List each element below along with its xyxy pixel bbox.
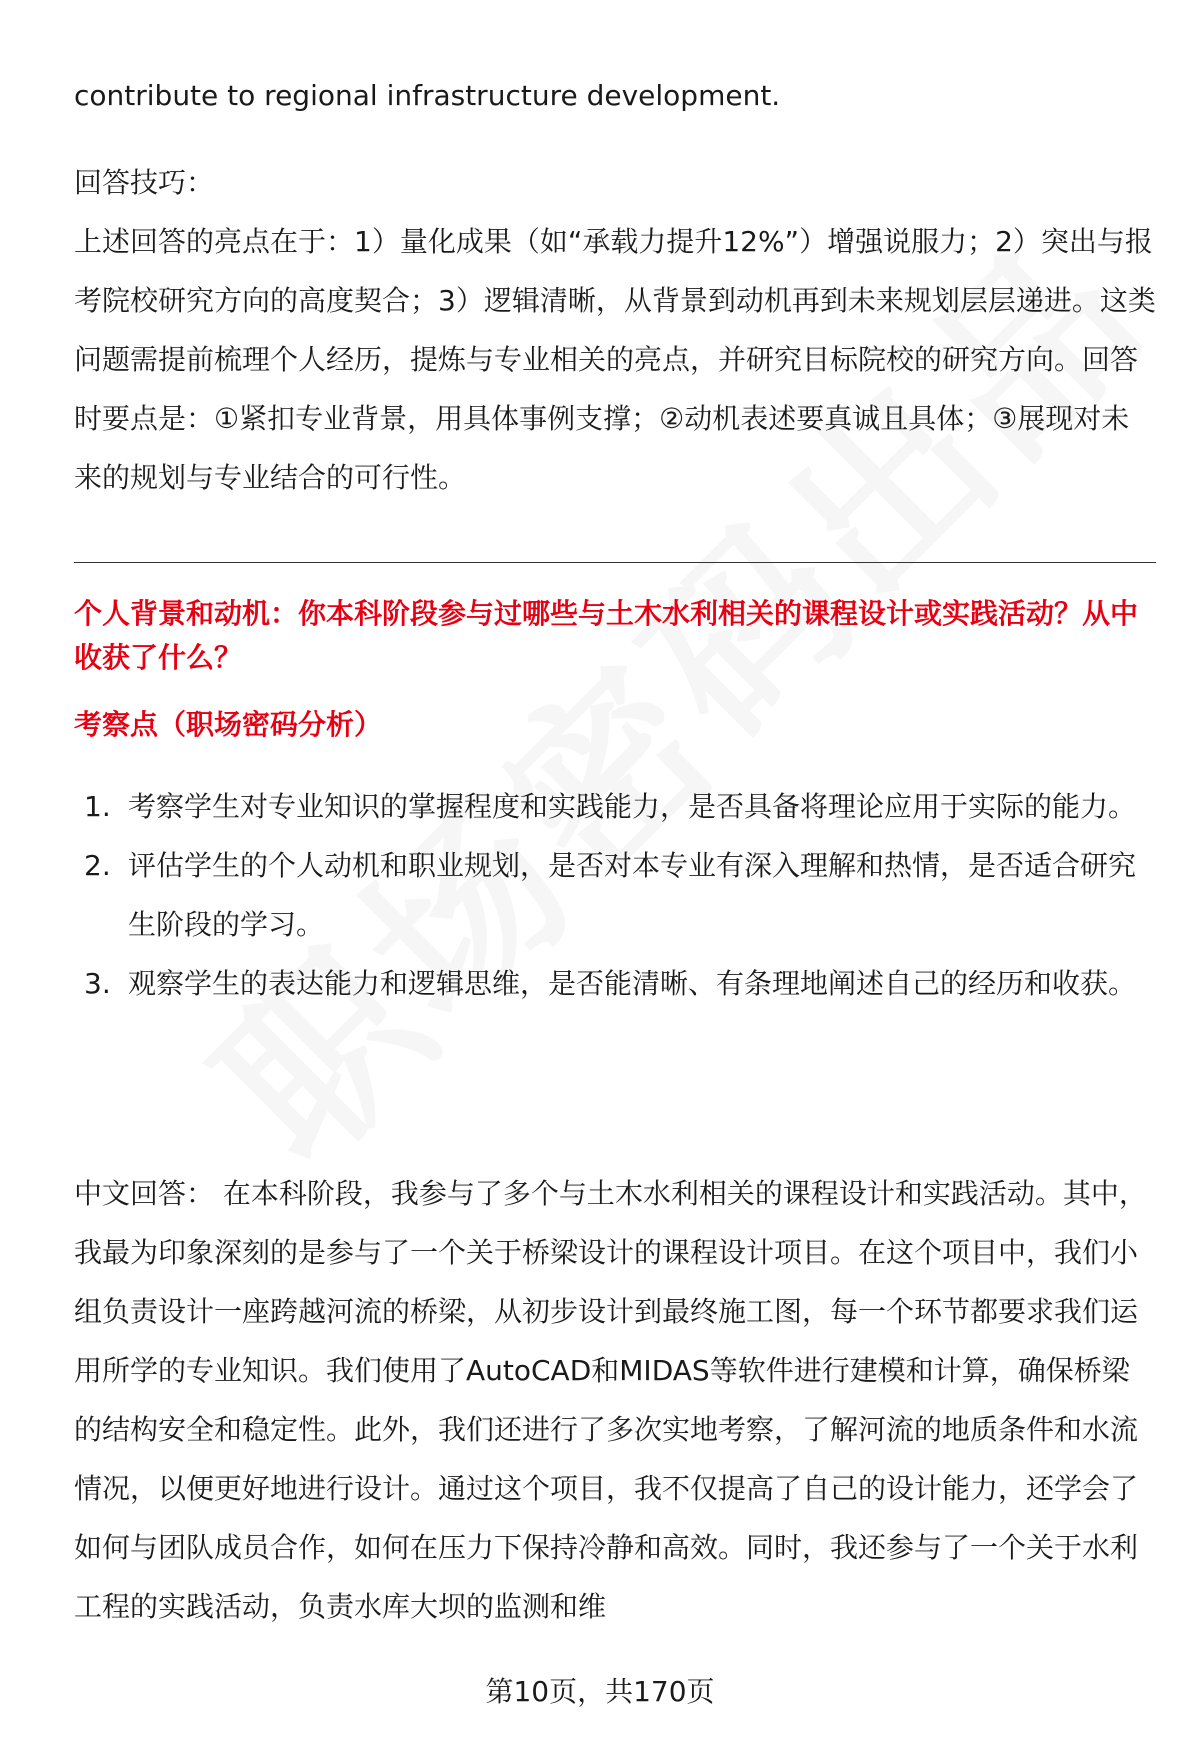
page-footer: 第10页，共170页 <box>485 1675 715 1708</box>
tips-label: 回答技巧： <box>74 166 215 199</box>
chinese-answer: 中文回答： 在本科阶段，我参与了多个与土木水利相关的课程设计和实践活动。其中，我最为印象深刻的是参与了一个关于桥梁设计的课程设计项目。在这个项目中，我们小组负责设计一座跨越河流的桥梁，从初步设计到最终施工图，每一个环节都要求我们运用所学的专业知识。我们使用了AutoCAD和MIDAS等软件进行建模和计算，确保桥梁的结构安全和稳定性。此外，我们还进行了多次实地考察，了解河流的地质条件和水流情况，以便更好地进行设计。通过这个项目，我不仅提高了自己的设计能力，还学会了如何与团队成员合作，如何在压力下保持冷静和高效。同时，我还参与了一个关于水利工程的实践活动，负责水库大坝的监测和维 <box>74 1177 1147 1623</box>
section-divider <box>74 562 1156 563</box>
tips-body: 上述回答的亮点在于：1）量化成果（如“承载力提升12%”）增强说服力；2）突出与报考院校研究方向的高度契合；3）逻辑清晰，从背景到动机再到未来规划层层递进。这类问题需提前梳理个人经历，提炼与专业相关的亮点，并研究目标院校的研究方向。回答时要点是：①紧扣专业背景，用具体事例支撑；②动机表述要真诚且具体；③展现对未来的规划与专业结合的可行性。 <box>74 225 1156 494</box>
intro-line: contribute to regional infrastructure development. <box>74 79 781 112</box>
question-heading: 个人背景和动机：你本科阶段参与过哪些与土木水利相关的课程设计或实践活动？从中收获了什么？ <box>74 597 1139 674</box>
list-item <box>74 777 1156 836</box>
list-item-text: 观察学生的表达能力和逻辑思维，是否能清晰、有条理地阐述自己的经历和收获。 <box>128 967 1137 1000</box>
list-item <box>74 836 1156 954</box>
list-item-text: 考察学生对专业知识的掌握程度和实践能力，是否具备将理论应用于实际的能力。 <box>128 790 1137 823</box>
list-item-number: 1. <box>84 790 111 823</box>
assessment-points-list <box>74 777 1156 1013</box>
list-item-number: 2. <box>84 849 111 882</box>
list-item-text: 评估学生的个人动机和职业规划，是否对本专业有深入理解和热情，是否适合研究生阶段的学习。 <box>128 849 1137 941</box>
assessment-points-heading: 考察点（职场密码分析） <box>74 708 383 741</box>
list-item <box>74 954 1156 1013</box>
list-item-number: 3. <box>84 967 111 1000</box>
